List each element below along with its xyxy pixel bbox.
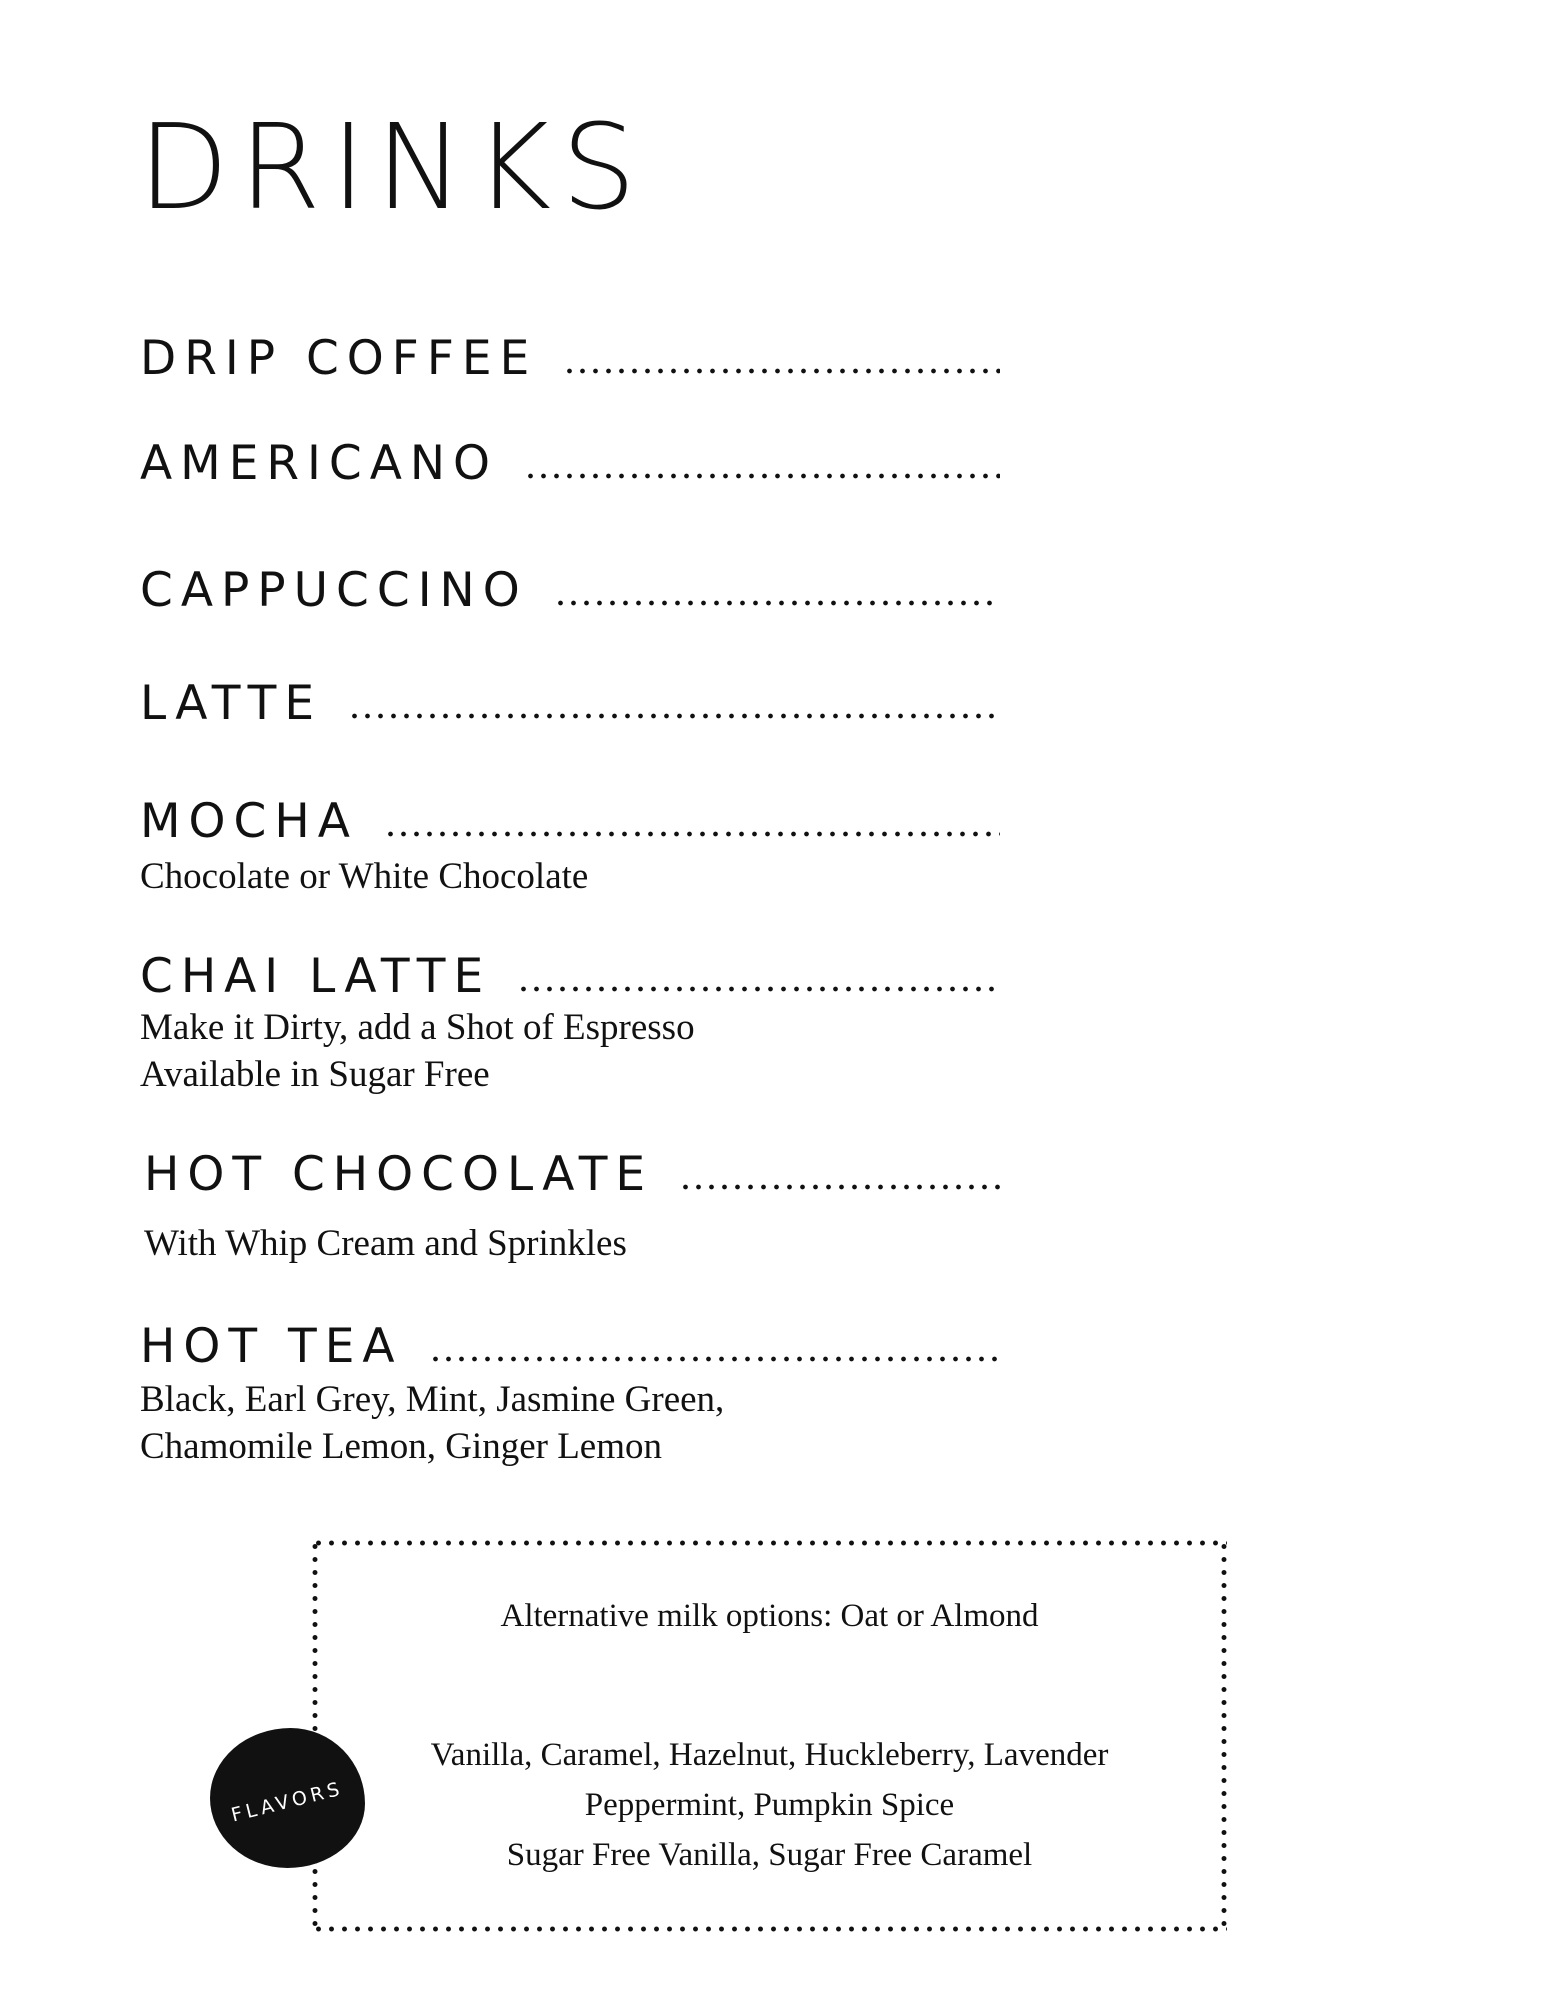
item-name: CAPPUCCINO <box>140 563 528 618</box>
flavors-list <box>312 1730 1227 1880</box>
menu-item-chai-latte <box>140 949 1000 1098</box>
dot-leader <box>384 831 1000 837</box>
flavors-line: Sugar Free Vanilla, Sugar Free Caramel <box>506 1837 1033 1873</box>
item-description: Black, Earl Grey, Mint, Jasmine Green, <box>140 1379 725 1420</box>
item-description: With Whip Cream and Sprinkles <box>144 1223 627 1264</box>
dot-leader <box>679 1184 1004 1190</box>
dotted-border-left <box>312 1540 318 1750</box>
dot-leader <box>429 1356 1000 1362</box>
menu-item-drip-coffee <box>140 331 1000 386</box>
item-name: LATTE <box>140 676 323 731</box>
item-description: Available in Sugar Free <box>140 1054 490 1095</box>
item-description: Make it Dirty, add a Shot of Espresso <box>140 1007 695 1048</box>
item-name: CHAI LATTE <box>140 949 492 1004</box>
flavors-line: Peppermint, Pumpkin Spice <box>584 1787 955 1823</box>
item-name: HOT TEA <box>140 1319 403 1374</box>
item-description: Chocolate or White Chocolate <box>140 856 589 897</box>
menu-item-americano <box>140 436 1000 491</box>
dot-leader <box>554 600 1000 606</box>
dot-leader <box>524 473 1000 479</box>
options-box <box>312 1540 1227 1932</box>
menu-item-cappuccino <box>140 563 1000 618</box>
item-name: AMERICANO <box>140 436 499 491</box>
flavors-line: Vanilla, Caramel, Hazelnut, Huckleberry, Lavender <box>430 1737 1109 1773</box>
dot-leader <box>563 368 1000 374</box>
flavors-badge-label: FLAVORS <box>229 1777 346 1827</box>
menu-title: DRINKS <box>138 98 647 236</box>
item-description: Chamomile Lemon, Ginger Lemon <box>140 1426 662 1467</box>
menu-item-hot-tea <box>140 1319 1000 1470</box>
menu-item-hot-chocolate <box>144 1147 1004 1267</box>
menu-item-latte <box>140 676 1000 731</box>
item-name: DRIP COFFEE <box>140 331 538 386</box>
flavors-badge <box>210 1728 365 1868</box>
dot-leader <box>517 986 1000 992</box>
dotted-border-bottom <box>312 1926 1227 1932</box>
dotted-border-top <box>312 1540 1227 1546</box>
milk-options: Alternative milk options: Oat or Almond <box>500 1598 1039 1634</box>
menu-item-mocha <box>140 794 1000 900</box>
item-name: HOT CHOCOLATE <box>144 1147 654 1202</box>
item-name: MOCHA <box>140 794 358 849</box>
dot-leader <box>348 713 1000 719</box>
